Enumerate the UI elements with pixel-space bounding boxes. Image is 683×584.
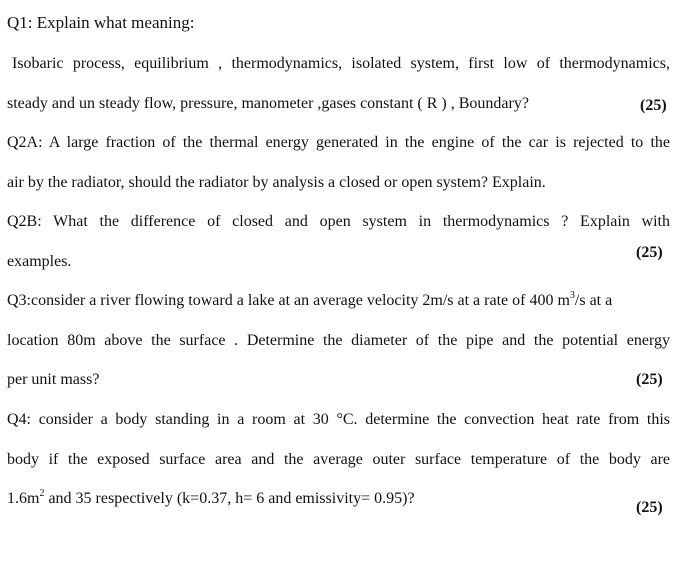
q1-text-line2: steady and un steady flow, pressure, manometer ,gases constant ( R ) , Boundary? bbox=[7, 95, 529, 112]
q3-text-line1 bbox=[7, 291, 670, 311]
q4-line3-superscript: 2 bbox=[39, 487, 45, 499]
q1-text-line1: Isobaric process, equilibrium , thermodynamics, isolated system, first low of thermodynamics, bbox=[12, 55, 670, 72]
q3-line1-post: /s at a bbox=[574, 292, 613, 309]
q3-text-line3: per unit mass? bbox=[7, 371, 100, 388]
q3-score: (25) bbox=[636, 371, 663, 388]
q1-score: (25) bbox=[640, 97, 667, 114]
q2b-score: (25) bbox=[636, 244, 663, 261]
q3-line1-superscript: 3 bbox=[569, 289, 575, 301]
q2a-text-line2: air by the radiator, should the radiator by analysis a closed or open system? Explain. bbox=[7, 174, 546, 191]
q4-line3-pre: 1.6m bbox=[7, 490, 40, 507]
q2a-text-line1: Q2A: A large fraction of the thermal energy generated in the engine of the car is rejected to the bbox=[7, 134, 670, 151]
q4-text-line1: Q4: consider a body standing in a room at 30 °C. determine the convection heat rate from this bbox=[7, 411, 670, 428]
q3-text-line2: location 80m above the surface . Determine the diameter of the pipe and the potential energy bbox=[7, 332, 670, 349]
q4-text-line3 bbox=[7, 489, 415, 509]
q3-line1-pre: Q3:consider a river flowing toward a lake at an average velocity 2m/s at a rate of 400 m bbox=[7, 292, 570, 309]
q4-text-line2: body if the exposed surface area and the average outer surface temperature of the body are bbox=[7, 451, 670, 468]
q4-score: (25) bbox=[636, 499, 663, 516]
q2b-text-line1: Q2B: What the difference of closed and open system in thermodynamics ? Explain with bbox=[7, 213, 670, 230]
q4-line3-post: and 35 respectively (k=0.37, h= 6 and emissivity= 0.95)? bbox=[44, 490, 415, 507]
q1-title: Q1: Explain what meaning: bbox=[7, 13, 195, 32]
q2b-text-line2: examples. bbox=[7, 253, 72, 270]
